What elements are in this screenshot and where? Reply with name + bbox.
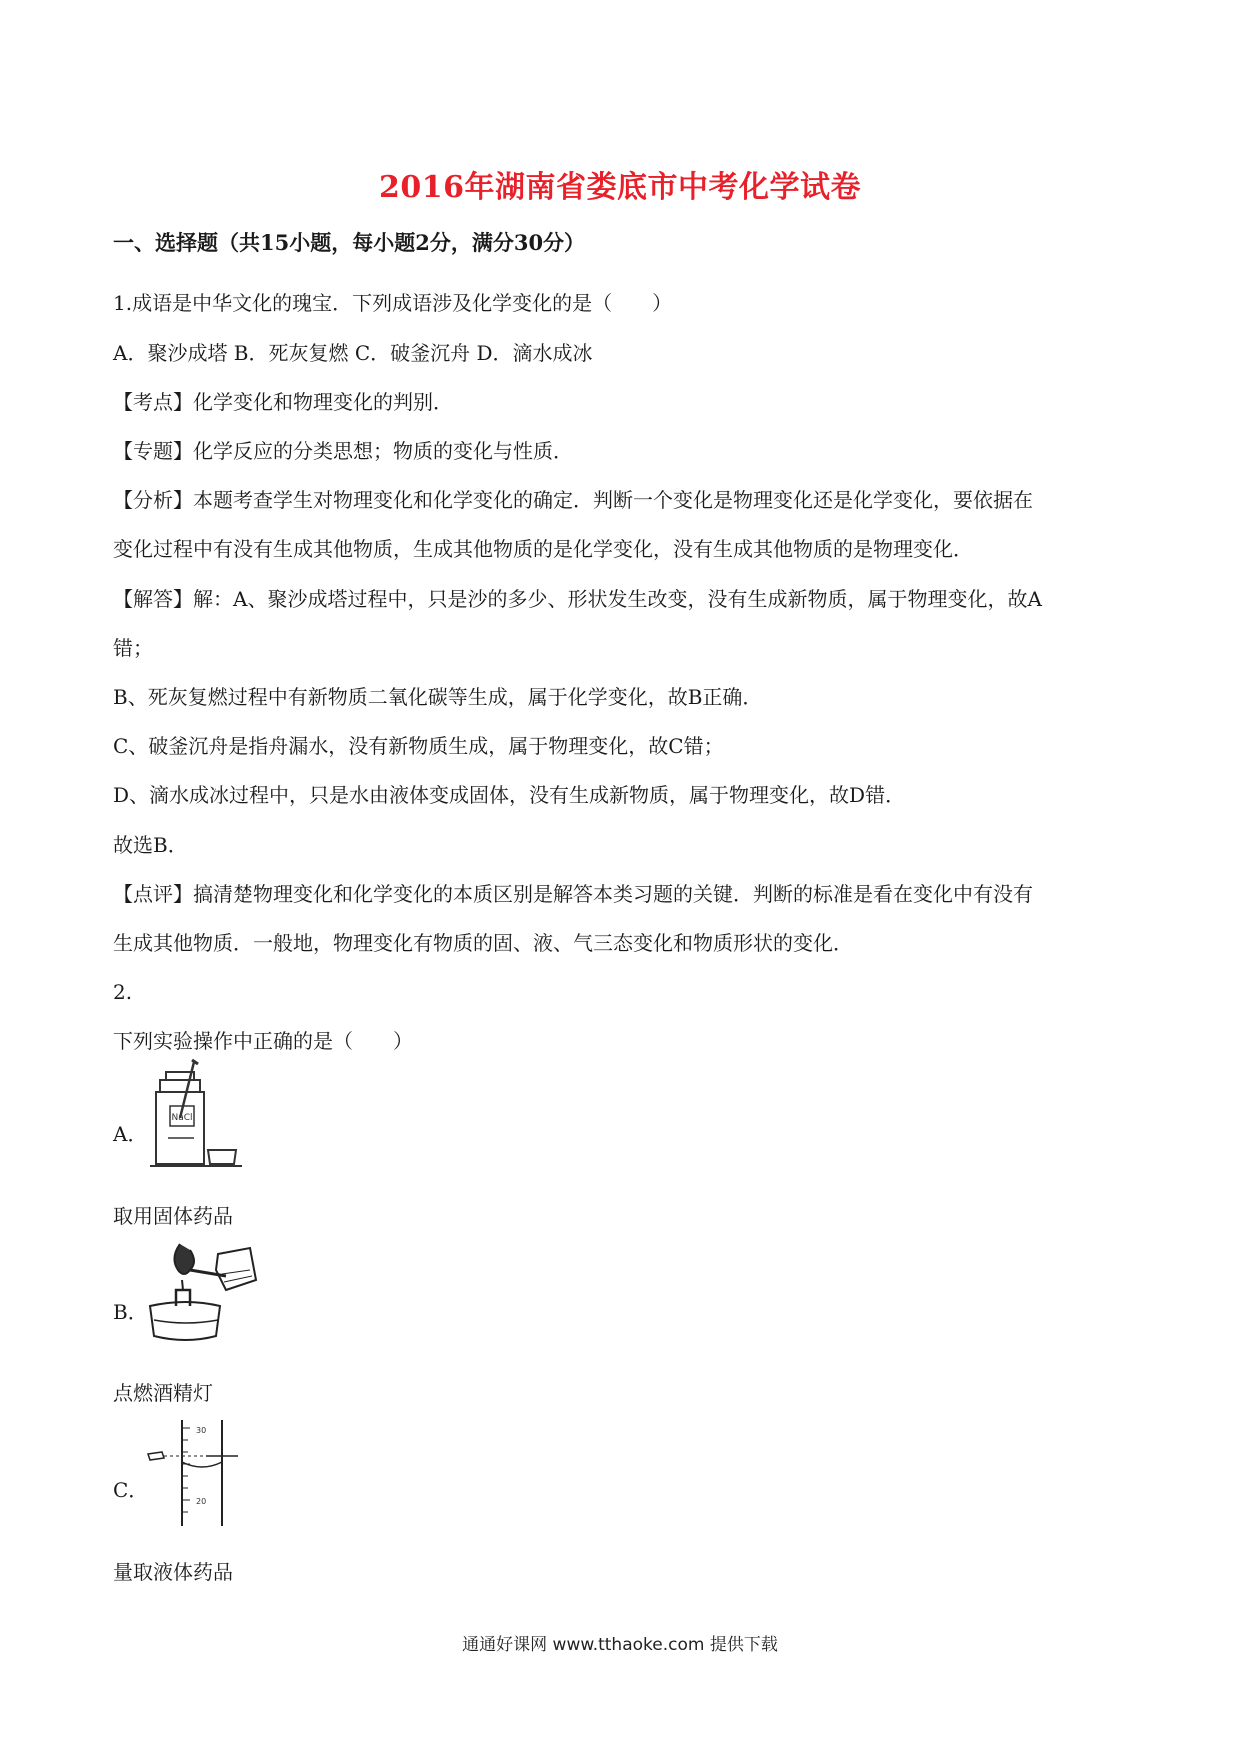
q1-answer: 故选B． xyxy=(113,833,188,857)
q2-option-b-letter: B． xyxy=(113,1300,148,1324)
jar-label-text: NaCl xyxy=(171,1113,193,1123)
section-heading: 一、选择题（共15小题，每小题2分，满分30分） xyxy=(113,230,586,255)
q2-option-a-caption: 取用固体药品 xyxy=(113,1204,233,1228)
page-title: 2016年湖南省娄底市中考化学试卷 xyxy=(379,170,861,205)
q1-dianping-line2: 生成其他物质．一般地，物理变化有物质的固、液、气三态变化和物质形状的变化． xyxy=(113,931,853,955)
q1-jieda-d: D、滴水成冰过程中，只是水由液体变成固体，没有生成新物质，属于物理变化，故D错． xyxy=(113,783,906,807)
q1-options: A．聚沙成塔 B．死灰复燃 C．破釜沉舟 D．滴水成冰 xyxy=(113,341,593,365)
page-footer: 通通好课网 www.tthaoke.com 提供下载 xyxy=(462,1635,778,1655)
q1-jieda-line2: 错； xyxy=(113,636,153,660)
q2-option-b-caption: 点燃酒精灯 xyxy=(113,1381,213,1405)
cylinder-tick-bottom: 20 xyxy=(196,1497,207,1506)
q1-dianping-line1: 【点评】搞清楚物理变化和化学变化的本质区别是解答本类习题的关键．判断的标准是看在变化中有没有 xyxy=(113,882,1033,906)
q2-option-c-caption: 量取液体药品 xyxy=(113,1560,233,1584)
q1-jieda-c: C、破釜沉舟是指舟漏水，没有新物质生成，属于物理变化，故C错； xyxy=(113,734,724,758)
q1-jieda-b: B、死灰复燃过程中有新物质二氧化碳等生成，属于化学变化，故B正确． xyxy=(113,685,763,709)
graduated-cylinder-illustration xyxy=(146,1418,236,1528)
q2-option-a-letter: A． xyxy=(113,1122,148,1146)
q2-number: 2. xyxy=(113,980,133,1004)
q1-stem: 1.成语是中华文化的瑰宝．下列成语涉及化学变化的是（ ） xyxy=(113,291,673,315)
alcohol-lamp-illustration xyxy=(146,1240,258,1344)
q1-kaodian: 【考点】化学变化和物理变化的判别． xyxy=(113,390,453,414)
reagent-jar-illustration xyxy=(146,1058,246,1170)
q1-fenxi-line2: 变化过程中有没有生成其他物质，生成其他物质的是化学变化，没有生成其他物质的是物理变化． xyxy=(113,537,973,561)
cylinder-tick-top: 30 xyxy=(196,1426,207,1435)
q2-stem: 下列实验操作中正确的是（ ） xyxy=(113,1029,413,1053)
q2-option-c-letter: C． xyxy=(113,1478,149,1502)
q1-zhuanti: 【专题】化学反应的分类思想；物质的变化与性质． xyxy=(113,439,573,463)
q1-jieda-line1: 【解答】解：A、聚沙成塔过程中，只是沙的多少、形状发生改变，没有生成新物质，属于物理变化，故A xyxy=(113,587,1042,611)
q1-fenxi-line1: 【分析】本题考查学生对物理变化和化学变化的确定．判断一个变化是物理变化还是化学变化，要依据在 xyxy=(113,488,1033,512)
